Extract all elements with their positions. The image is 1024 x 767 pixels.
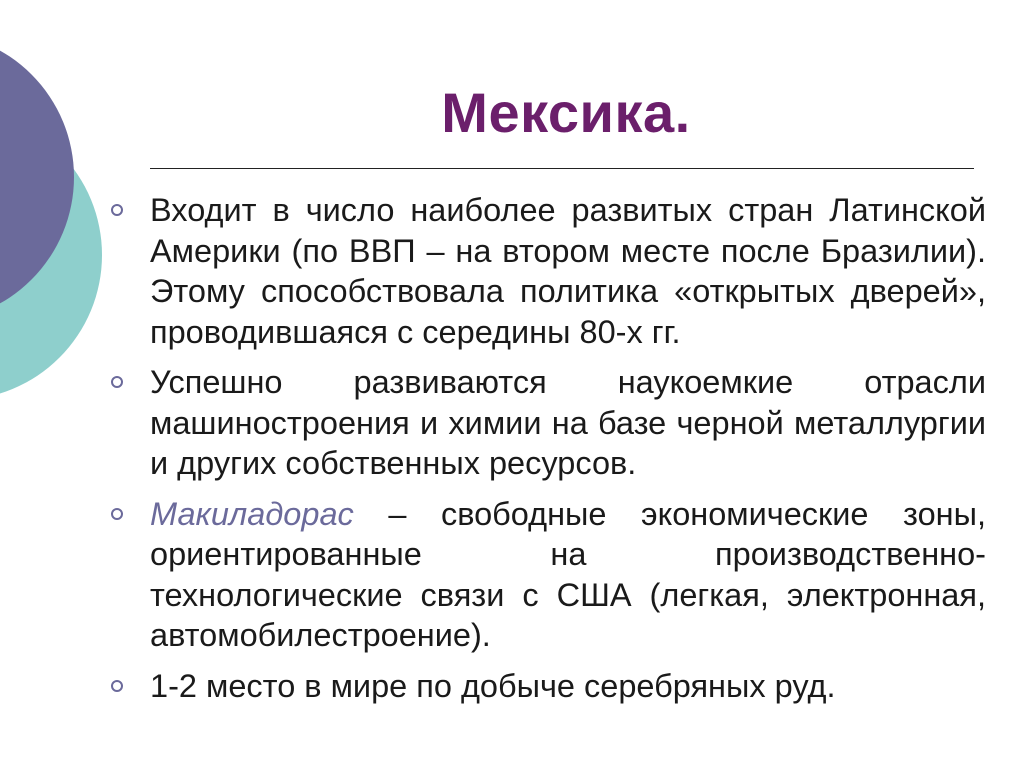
bullet-item-gdp xyxy=(150,190,986,352)
bullet-circle-icon xyxy=(111,680,123,692)
bullet-item-maquiladoras xyxy=(150,494,986,656)
bullet-circle-icon xyxy=(111,204,123,216)
bullet-item-silver xyxy=(150,666,986,707)
bullet-circle-icon xyxy=(111,508,123,520)
slide-title: Мексика. xyxy=(441,81,691,144)
bullet-text: Входит в число наиболее развитых стран Латинской Америки (по ВВП – на втором месте после Бразилии). Этому способствовала политика «открытых дверей», проводившаяся с середины 80-х гг. xyxy=(150,192,986,350)
title-divider xyxy=(150,168,974,169)
bullet-text: Успешно развиваются наукоемкие отрасли машиностроения и химии на базе черной металлургии и других собственных ресурсов. xyxy=(150,364,986,481)
bullet-item-industry xyxy=(150,362,986,484)
bullet-text: – свободные экономические зоны, ориентированные на производственно-технологические связи с США (легкая, электронная, автомобилестроение). xyxy=(150,495,986,653)
bullet-circle-icon xyxy=(111,376,123,388)
bullet-text: 1-2 место в мире по добыче серебряных руд. xyxy=(150,667,836,704)
bullet-term: Макиладорас xyxy=(150,495,354,532)
bullet-list xyxy=(150,190,986,716)
